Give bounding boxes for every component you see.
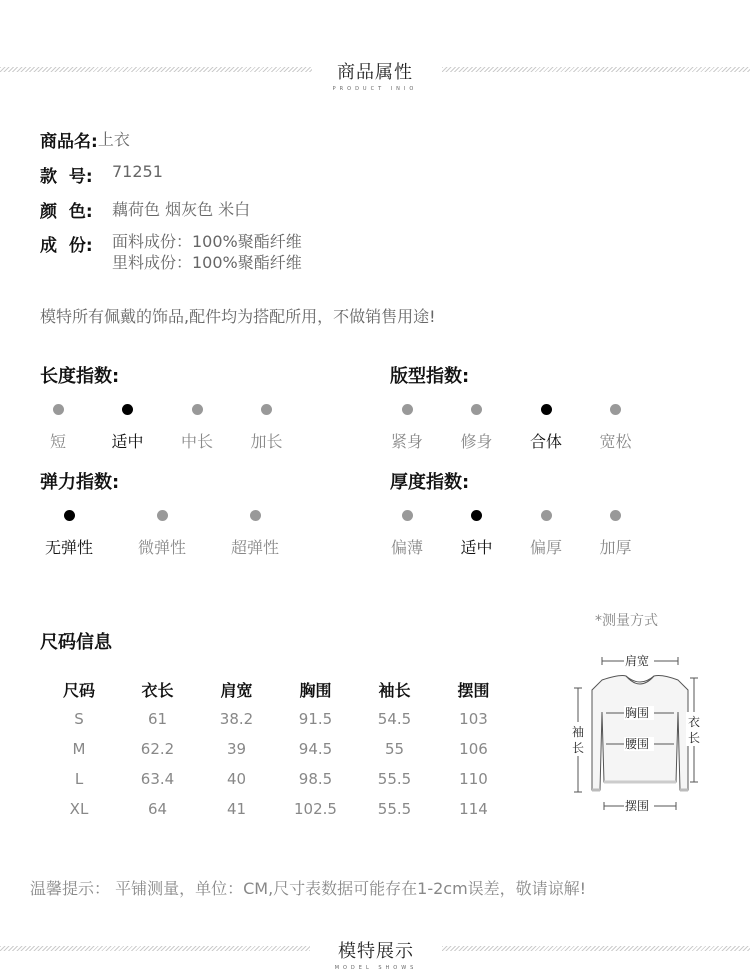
table-cell: 63.4 — [140, 770, 175, 788]
index-dot — [122, 404, 133, 415]
index-dot — [53, 404, 64, 415]
table-row — [40, 794, 513, 824]
index-elasticity-option — [132, 510, 192, 558]
index-elasticity-option — [39, 510, 99, 558]
size-col-header: 摆围 — [457, 680, 490, 700]
attr-material-values — [112, 231, 302, 273]
attr-material — [40, 231, 302, 273]
index-thickness-option — [586, 510, 646, 558]
index-length-option — [167, 404, 227, 452]
table-row — [40, 704, 513, 734]
section-header-model — [276, 937, 476, 971]
index-option-label: 无弹性 — [44, 538, 93, 557]
index-dot — [64, 510, 75, 521]
index-length-option — [28, 404, 88, 452]
size-col-header: 袖长 — [378, 680, 411, 700]
warm-tip: 温馨提示： 平铺测量，单位：CM,尺寸表数据可能存在1-2cm误差，敬请谅解! — [30, 879, 587, 898]
size-info-title: 尺码信息 — [40, 632, 112, 653]
index-dot — [541, 404, 552, 415]
table-cell: 55.5 — [377, 770, 412, 788]
attr-name-value: 上衣 — [97, 130, 130, 149]
index-title-length: 长度指数: — [40, 366, 120, 387]
index-fit-option — [447, 404, 507, 452]
index-dot — [541, 510, 552, 521]
index-title-elasticity: 弹力指数: — [40, 472, 120, 493]
table-cell: 110 — [459, 770, 488, 788]
index-dot — [402, 510, 413, 521]
table-cell: 114 — [459, 800, 488, 818]
table-cell: XL — [69, 800, 89, 818]
measure-diagram — [566, 650, 706, 820]
index-option-label: 超弹性 — [230, 538, 279, 557]
table-cell: 102.5 — [294, 800, 337, 818]
measure-sleeve-label: 袖长 — [572, 725, 585, 755]
index-length-option — [98, 404, 158, 452]
table-row — [40, 764, 513, 794]
index-option-label: 加厚 — [599, 538, 632, 557]
attr-material-line: 里料成份：100%聚酯纤维 — [112, 253, 302, 272]
table-cell: 103 — [459, 710, 488, 728]
table-cell: M — [72, 740, 86, 758]
measure-chest-label: 胸围 — [625, 706, 650, 720]
index-title-thickness: 厚度指数: — [390, 472, 470, 493]
accessory-note: 模特所有佩戴的饰品,配件均为搭配所用，不做销售用途! — [40, 307, 436, 326]
index-option-label: 中长 — [180, 432, 213, 451]
measure-length-label: 衣长 — [688, 715, 701, 745]
size-col-header: 衣长 — [141, 680, 174, 700]
index-option-label: 短 — [49, 432, 66, 451]
index-option-label: 合体 — [529, 432, 562, 451]
header-decoration-right — [442, 67, 750, 72]
attr-name-key: 商品名: — [40, 132, 98, 152]
index-fit-option — [586, 404, 646, 452]
table-cell: 91.5 — [298, 710, 333, 728]
attr-style-no-key: 款 号: — [40, 167, 93, 187]
footer-decoration-right — [442, 946, 750, 951]
index-dot — [157, 510, 168, 521]
attr-style-no-value: 71251 — [112, 162, 163, 181]
measure-shoulder-label: 肩宽 — [625, 654, 650, 668]
size-col-header: 尺码 — [62, 680, 95, 700]
section-header-title: 模特展示 — [338, 941, 414, 962]
table-cell: L — [74, 770, 84, 788]
section-header-subtitle: PRODUCT INIO — [332, 86, 418, 92]
index-dot — [192, 404, 203, 415]
header-decoration-left — [0, 67, 312, 72]
index-dot — [610, 510, 621, 521]
index-option-label: 偏厚 — [529, 538, 562, 557]
measure-hem-label: 摆围 — [625, 799, 650, 813]
size-table-header — [40, 674, 513, 704]
section-header-subtitle: MODEL SHOWS — [334, 965, 418, 971]
footer-decoration-left — [0, 946, 310, 951]
attr-material-key: 成 份: — [40, 236, 93, 256]
table-cell: 41 — [226, 800, 247, 818]
index-option-label: 紧身 — [390, 432, 423, 451]
table-cell: 61 — [147, 710, 168, 728]
attr-style-no — [40, 162, 163, 187]
index-thickness-option — [377, 510, 437, 558]
index-dot — [610, 404, 621, 415]
measure-waist-label: 腰围 — [625, 737, 650, 751]
index-option-label: 加长 — [250, 432, 283, 451]
index-option-label: 适中 — [460, 538, 493, 557]
index-dot — [402, 404, 413, 415]
table-cell: 39 — [226, 740, 247, 758]
table-cell: 106 — [459, 740, 488, 758]
index-length-option — [237, 404, 297, 452]
index-option-label: 修身 — [460, 432, 493, 451]
table-cell: 38.2 — [219, 710, 254, 728]
table-cell: 54.5 — [377, 710, 412, 728]
attr-material-line: 面料成份：100%聚酯纤维 — [112, 232, 302, 251]
index-dot — [471, 510, 482, 521]
attr-color-key: 颜 色: — [40, 202, 93, 222]
table-cell: 64 — [147, 800, 168, 818]
index-fit-option — [516, 404, 576, 452]
table-cell: 94.5 — [298, 740, 333, 758]
attr-color — [40, 197, 250, 222]
table-cell: 40 — [226, 770, 247, 788]
table-cell: 62.2 — [140, 740, 175, 758]
table-cell: 55.5 — [377, 800, 412, 818]
index-option-label: 微弹性 — [137, 538, 186, 557]
index-fit-option — [377, 404, 437, 452]
section-header-attributes — [275, 58, 475, 92]
index-dot — [471, 404, 482, 415]
measure-caption: *测量方式 — [595, 613, 658, 629]
table-row — [40, 734, 513, 764]
index-title-fit: 版型指数: — [390, 366, 470, 387]
section-header-title: 商品属性 — [337, 62, 413, 83]
table-cell: 55 — [384, 740, 405, 758]
table-cell: 98.5 — [298, 770, 333, 788]
size-col-header: 肩宽 — [220, 680, 253, 700]
index-dot — [261, 404, 272, 415]
size-table — [40, 674, 513, 824]
table-cell: S — [74, 710, 84, 728]
index-option-label: 适中 — [111, 432, 144, 451]
size-col-header: 胸围 — [299, 680, 332, 700]
index-dot — [250, 510, 261, 521]
index-thickness-option — [516, 510, 576, 558]
attr-name — [40, 127, 130, 152]
index-elasticity-option — [225, 510, 285, 558]
attr-color-value: 藕荷色 烟灰色 米白 — [112, 200, 251, 219]
index-option-label: 偏薄 — [390, 538, 423, 557]
index-option-label: 宽松 — [599, 432, 632, 451]
index-thickness-option — [447, 510, 507, 558]
